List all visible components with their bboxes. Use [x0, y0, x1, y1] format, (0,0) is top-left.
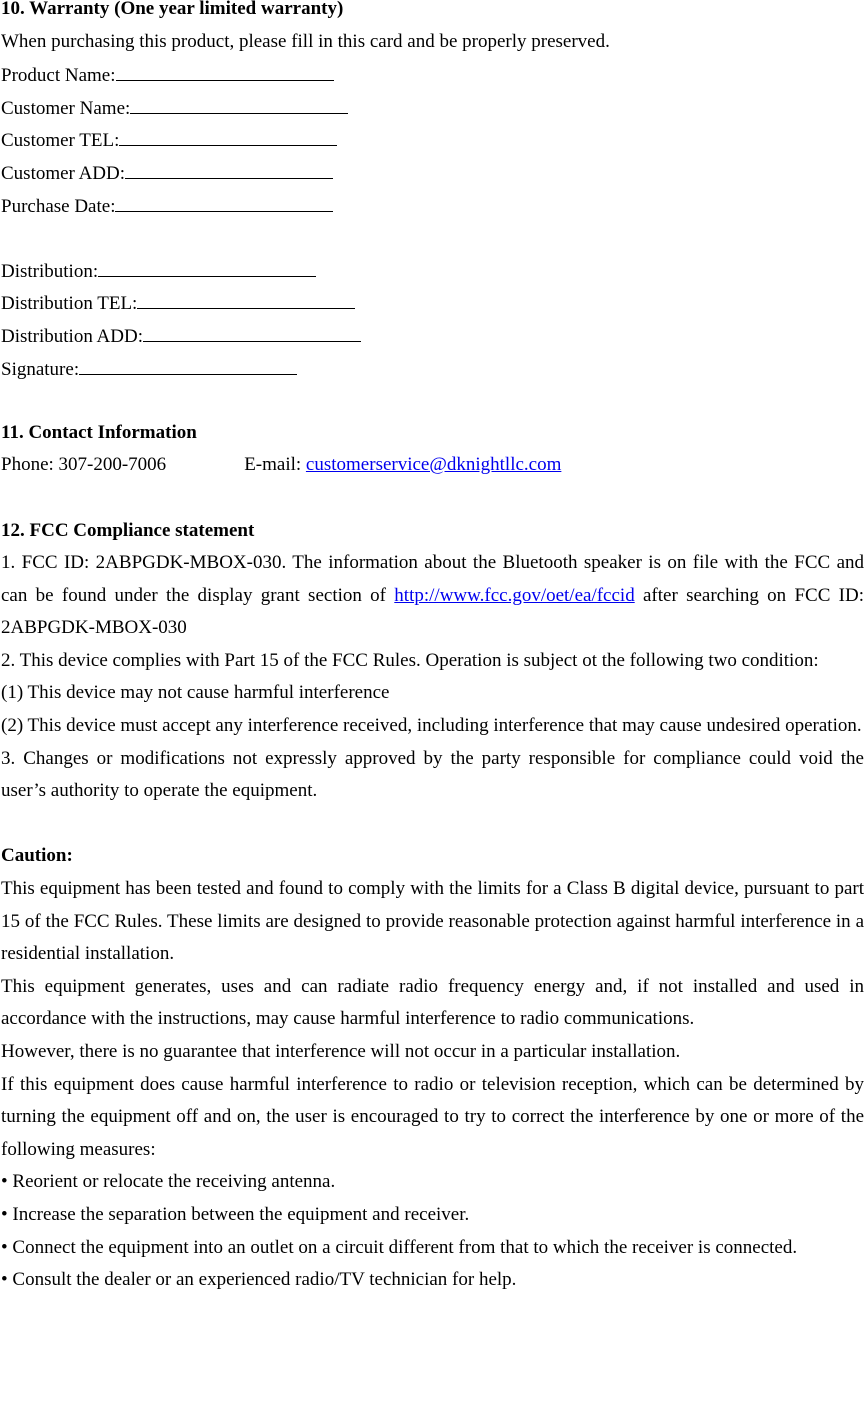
field-label: Customer ADD:	[1, 162, 126, 184]
caution-paragraph-1: This equipment has been tested and found to comply with the limits for a Class B digital device, pursuant to part 15 of the FCC Rules. These limits are designed to provide reasonable protection against harmful interference in a residential installation.	[1, 878, 864, 965]
field-customer-add	[1, 156, 864, 189]
warranty-intro: When purchasing this product, please fill in this card and be properly preserved.	[1, 30, 610, 52]
customer-add-blank[interactable]	[125, 156, 333, 179]
customer-tel-blank[interactable]	[119, 123, 337, 146]
field-distribution	[1, 254, 864, 287]
contact-line	[1, 449, 864, 482]
field-signature	[1, 352, 864, 385]
fcc-paragraph-3: 3. Changes or modifications not expressly approved by the party responsible for compliance could void the user’s authority to operate the equipment.	[1, 747, 864, 802]
caution-bullet: • Increase the separation between the equipment and receiver.	[1, 1203, 470, 1225]
fcc-link[interactable]: http://www.fcc.gov/oet/ea/fccid	[394, 584, 635, 606]
field-distribution-tel	[1, 286, 864, 319]
fcc-paragraph-1	[1, 547, 864, 645]
field-label: Signature:	[1, 358, 80, 380]
spacer	[1, 384, 864, 417]
field-customer-name	[1, 91, 864, 124]
product-name-blank[interactable]	[116, 58, 334, 81]
customer-name-blank[interactable]	[130, 91, 348, 114]
fcc-heading: 12. FCC Compliance statement	[1, 519, 255, 541]
field-label: Distribution ADD:	[1, 325, 143, 347]
distribution-add-blank[interactable]	[143, 319, 361, 342]
spacer	[1, 482, 864, 515]
field-label: Customer Name:	[1, 97, 131, 119]
email-link[interactable]: customerservice@dknightllc.com	[305, 454, 562, 476]
phone-text: Phone: 307-200-7006	[1, 454, 167, 476]
caution-bullet: • Reorient or relocate the receiving antenna.	[1, 1171, 336, 1193]
caution-bullet: • Consult the dealer or an experienced radio/TV technician for help.	[1, 1269, 517, 1291]
caution-bullet: • Connect the equipment into an outlet on a circuit different from that to which the receiver is connected.	[1, 1236, 798, 1258]
field-label: Distribution TEL:	[1, 293, 138, 315]
signature-blank[interactable]	[79, 352, 297, 375]
fcc-p1-text: 1. FCC ID: 2ABPGDK-MBOX-030. The information about the Bluetooth speaker is on file with the FCC and can be found under the display grant section of	[1, 552, 864, 606]
field-label: Distribution:	[1, 260, 99, 282]
warranty-heading: 10. Warranty (One year limited warranty)	[1, 0, 344, 19]
distribution-tel-blank[interactable]	[137, 286, 355, 309]
spacer	[1, 808, 864, 841]
email-label: E-mail:	[244, 454, 306, 476]
field-product-name	[1, 58, 864, 91]
distribution-blank[interactable]	[98, 254, 316, 277]
field-label: Customer TEL:	[1, 130, 120, 152]
fcc-paragraph-2: 2. This device complies with Part 15 of the FCC Rules. Operation is subject ot the following two condition:	[1, 649, 819, 671]
fcc-item-2: (2) This device must accept any interference received, including interference that may cause undesired operation.	[1, 715, 862, 737]
field-label: Purchase Date:	[1, 195, 116, 217]
caution-paragraph-2: This equipment generates, uses and can radiate radio frequency energy and, if not installed and used in accordance with the instructions, may cause harmful interference to radio communications.	[1, 975, 864, 1030]
caution-heading: Caution:	[1, 845, 73, 867]
field-customer-tel	[1, 123, 864, 156]
caution-paragraph-3: However, there is no guarantee that interference will not occur in a particular installation.	[1, 1041, 681, 1062]
spacer	[1, 221, 864, 254]
fcc-item-1: (1) This device may not cause harmful interference	[1, 682, 390, 704]
field-distribution-add	[1, 319, 864, 352]
contact-heading: 11. Contact Information	[1, 421, 197, 443]
field-purchase-date	[1, 189, 864, 222]
caution-paragraph-4: If this equipment does cause harmful interference to radio or television reception, which can be determined by turning the equipment off and on, the user is encouraged to try to correct the interference by one or more of the following measures:	[1, 1073, 864, 1160]
fcc-p1-after: after searching on FCC ID: 2ABPGDK-MBOX-030	[1, 584, 864, 639]
purchase-date-blank[interactable]	[115, 189, 333, 212]
field-label: Product Name:	[1, 65, 116, 87]
